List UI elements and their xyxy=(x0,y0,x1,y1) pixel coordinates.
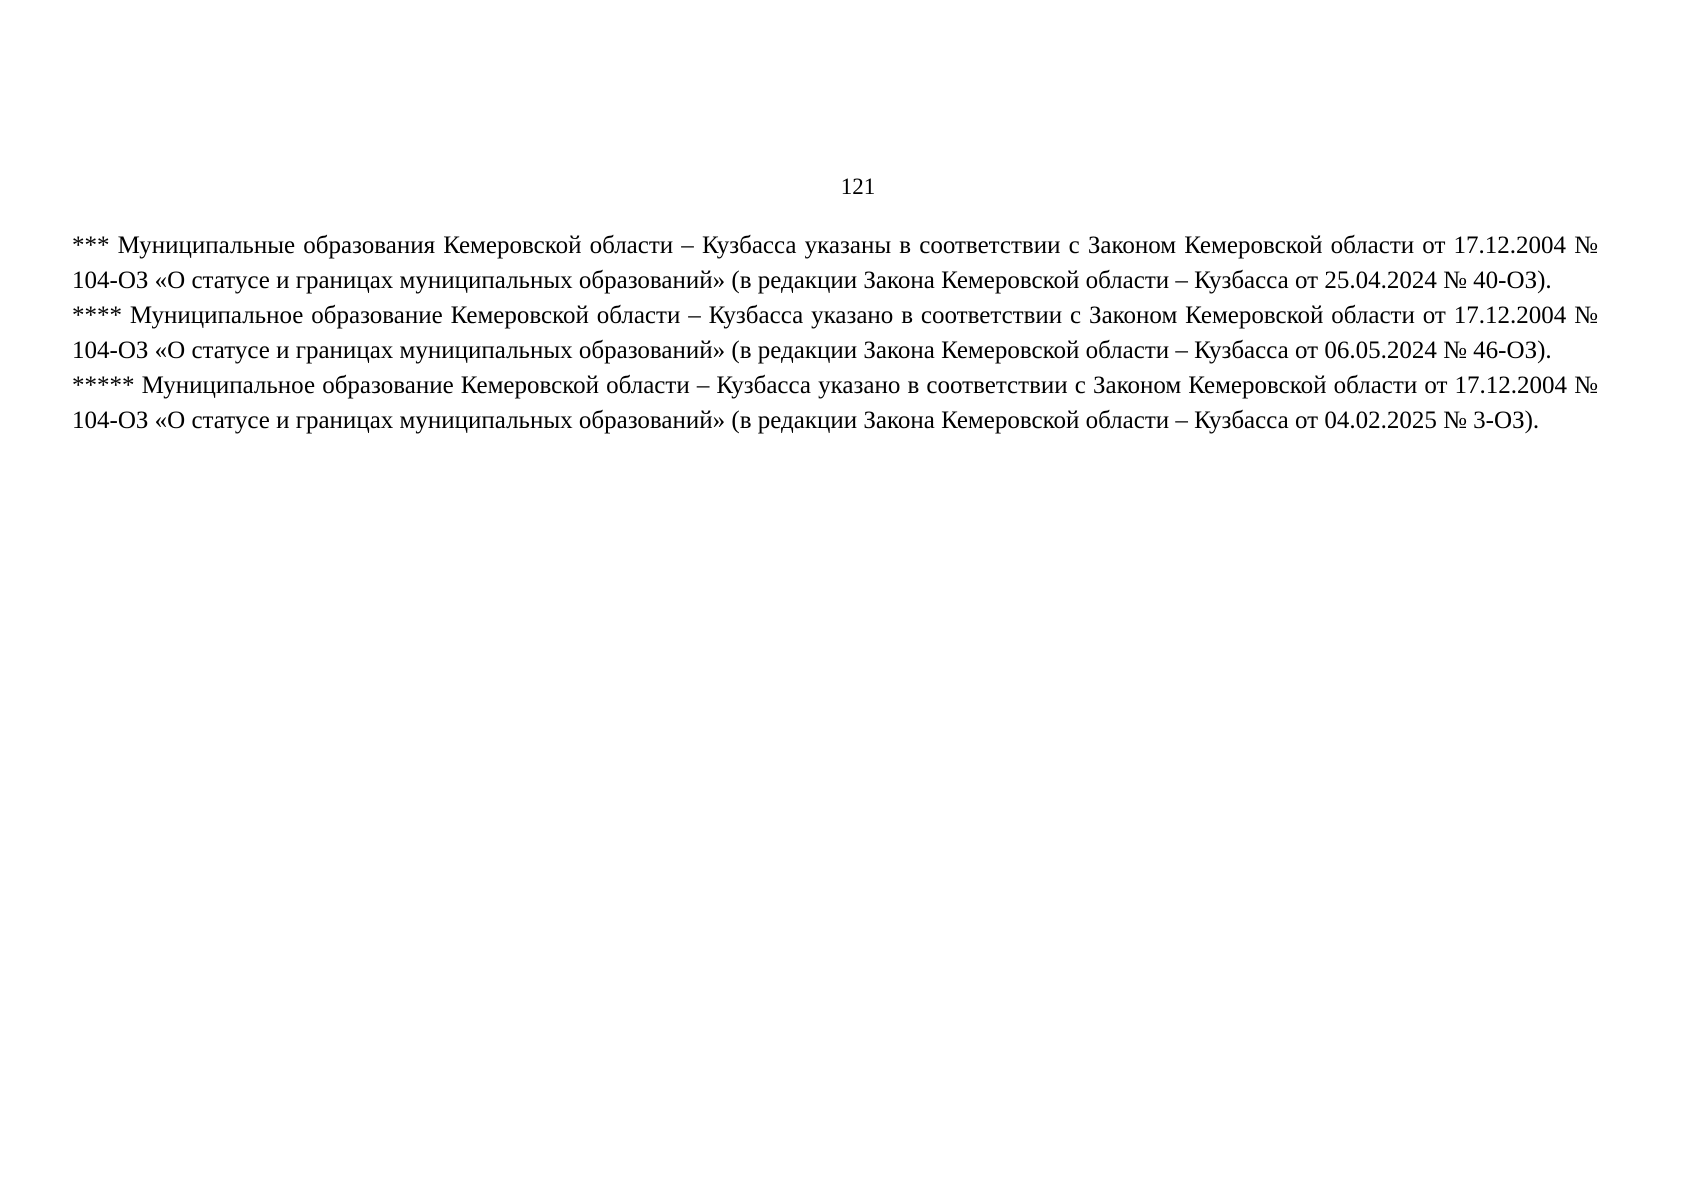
footnote-item: **** Муниципальное образование Кемеровской области – Кузбасса указано в соответствии с Законом Кемеровской области от 17.12.2004 № 104-ОЗ «О статусе и границах муниципальных образований» (в редакции Закона Кемеровской области – Кузбасса от 06.05.2024 № 46-ОЗ). xyxy=(72,302,1598,364)
footnote-item: *** Муниципальные образования Кемеровской области – Кузбасса указаны в соответствии с Законом Кемеровской области от 17.12.2004 № 104-ОЗ «О статусе и границах муниципальных образований» (в редакции Закона Кемеровской области – Кузбасса от 25.04.2024 № 40-ОЗ). xyxy=(72,232,1598,294)
footnotes-section xyxy=(72,228,1598,438)
footnote-item: ***** Муниципальное образование Кемеровской области – Кузбасса указано в соответствии с Законом Кемеровской области от 17.12.2004 № 104-ОЗ «О статусе и границах муниципальных образований» (в редакции Закона Кемеровской области – Кузбасса от 04.02.2025 № 3-ОЗ). xyxy=(72,372,1598,434)
page-number: 121 xyxy=(840,174,876,199)
